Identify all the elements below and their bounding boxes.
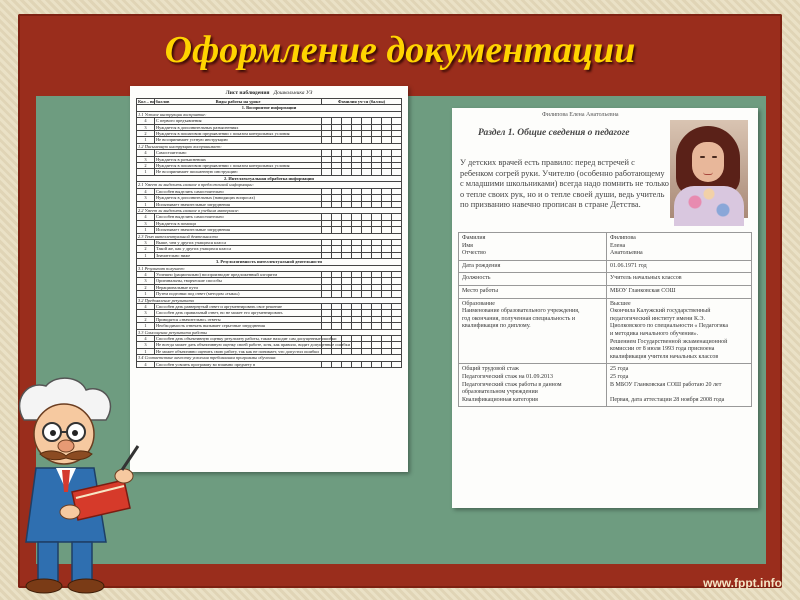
info-row xyxy=(459,233,752,261)
info-value-cell xyxy=(607,273,752,286)
info-label: Отчество xyxy=(462,250,486,257)
intro-paragraph: У детских врачей есть правило: перед встречей с ребенком согрей руки. Учителю (особенно работающему с младшими школьниками) всегда надо помнить не только о тепле своих рук, но и о тепле своей души, ведь учитель по призванию навечно прописан в стране Детства. xyxy=(460,158,669,210)
score-cell: 3 xyxy=(137,124,155,130)
slide-title: Оформление документации xyxy=(164,29,636,71)
criterion-cell: Способен усвоить программу во взаимно предмету в xyxy=(155,361,322,367)
score-cell: 3 xyxy=(137,310,155,316)
score-cell: 1 xyxy=(137,252,155,258)
score-cell: 1 xyxy=(137,169,155,175)
table-header: Кол – во баллов xyxy=(138,99,170,104)
observation-sheet-subtitle: Дошкольника УЗ xyxy=(273,90,313,96)
info-label: Наименование образовательного учреждения, xyxy=(462,308,580,315)
info-label: Имя xyxy=(462,242,473,249)
criterion-cell: Нуждается в дополнительных (наводящих вопросах) xyxy=(155,195,322,201)
cartoon-professor-icon xyxy=(6,372,146,600)
table-header: Фамилия уч-ся (баллы) xyxy=(322,99,402,105)
info-label: Место работы xyxy=(462,287,499,294)
score-cell: 4 xyxy=(137,118,155,124)
observation-table-body xyxy=(137,105,402,368)
grade-cell xyxy=(322,361,332,367)
subsection-heading: 2.3 Темп интеллектуальной деятельности xyxy=(137,233,402,239)
info-label-cell xyxy=(459,260,607,273)
score-cell: 4 xyxy=(137,150,155,156)
score-cell: 4 xyxy=(137,188,155,194)
info-value-cell xyxy=(607,298,752,364)
criterion-cell: Испытывает значительные затруднения xyxy=(155,227,322,233)
score-cell: 4 xyxy=(137,304,155,310)
score-cell: 2 xyxy=(137,163,155,169)
info-value: Высшее xyxy=(610,300,631,307)
score-cell: 1 xyxy=(137,201,155,207)
info-row xyxy=(459,273,752,286)
info-value-cell xyxy=(607,260,752,273)
criterion-cell: Нуждается в разъяснениях xyxy=(155,156,322,162)
score-cell: 2 xyxy=(137,284,155,290)
score-cell: 1 xyxy=(137,291,155,297)
criterion-cell: Нуждается в помощи xyxy=(155,220,322,226)
score-cell: 1 xyxy=(137,348,155,354)
info-row xyxy=(459,364,752,407)
criterion-cell: Не воспринимает устную инструкцию xyxy=(155,137,322,143)
info-value: комиссии от 8 июля 1993 года присвоена xyxy=(610,346,715,353)
info-value: Филипова xyxy=(610,235,636,241)
criterion-cell: Не воспринимает письменную инструкцию xyxy=(155,169,322,175)
criterion-cell: Не всегда может дать объективную оценку своей работе, хотя, как правило, видит допущенные ошибки xyxy=(156,342,350,348)
info-value-cell xyxy=(607,233,752,261)
subsection-heading: 1.2 Письменную инструкцию воспринимает: xyxy=(137,143,402,149)
teacher-info-document xyxy=(452,108,758,508)
info-value: 01.06.1971 год xyxy=(610,262,647,269)
section-heading: 2. Интеллектуальная обработка информации xyxy=(137,175,402,181)
section-heading: 1. Восприятие информации xyxy=(137,105,402,111)
info-value: Первая, дата аттестации 28 ноября 2008 года xyxy=(610,396,725,403)
info-label: образовательном учреждении xyxy=(462,389,538,396)
info-value: МБОУ Гланковская СОШ xyxy=(610,287,676,294)
info-label: Педагогический стаж на 01.09.2013 xyxy=(462,373,553,380)
criterion-cell: Способен выделить самостоятельно xyxy=(155,214,322,220)
info-value: Окончила Калужский государственный xyxy=(610,308,711,315)
score-cell: 1 xyxy=(137,137,155,143)
subsection-heading: 2.1 Умеет ли выделить главное в предложенной информации: xyxy=(137,182,402,188)
table-header: Виды работы на уроке xyxy=(155,99,322,105)
score-cell: 1 xyxy=(137,227,155,233)
section-title: Раздел 1. Общие сведения о педагоге xyxy=(478,128,630,138)
info-value: 25 года xyxy=(610,366,629,373)
info-value: квалификация учителя начальных классов xyxy=(610,353,719,360)
info-value: педагогический институт имени К.Э. xyxy=(610,315,705,322)
observation-table xyxy=(136,98,402,368)
info-value: Анатольевна xyxy=(610,250,643,257)
info-value: Циолковского по специальности « Педагогика xyxy=(610,323,729,330)
info-label: год окончания, полученная специальность и xyxy=(462,315,576,322)
score-cell: 2 xyxy=(137,246,155,252)
score-cell: 2 xyxy=(137,131,155,137)
criterion-cell: Выше, чем у других учащихся класса xyxy=(155,239,322,245)
info-label: Педагогический стаж работы в данном xyxy=(462,381,562,388)
subsection-heading: 2.2 Умеет ли выделить главное в учебном материале: xyxy=(137,207,402,213)
grade-cell xyxy=(332,361,342,367)
subsection-heading: 3.4 Соответствие качеству усвоения требованиям программы обучения: xyxy=(137,355,402,361)
subsection-heading: 3.2 Предъявление результата xyxy=(137,297,402,303)
criterion-cell: Нуждается в пошаговом предъявлении с показом контрольных условия xyxy=(155,163,322,169)
grade-cell xyxy=(382,361,392,367)
info-value: Учитель начальных классов xyxy=(610,275,682,282)
score-cell: 4 xyxy=(137,214,155,220)
criterion-cell: Способен дать правильный ответ, но не может его аргументировать xyxy=(155,310,322,316)
grade-cell xyxy=(362,361,372,367)
teacher-info-table xyxy=(458,232,752,407)
subsection-heading: 3.3 Самооценка результата работы xyxy=(137,329,402,335)
info-row xyxy=(459,285,752,298)
info-value: Решением Государственной экзаменационной xyxy=(610,338,728,345)
criterion-cell: Такой же, как у других учащихся класса xyxy=(155,246,322,252)
score-cell: 3 xyxy=(137,220,155,226)
criterion-cell: Оригинальны, творческие способы xyxy=(155,278,322,284)
info-label-cell xyxy=(459,233,607,261)
criterion-cell: Способен выделить самостоятельно xyxy=(155,188,322,194)
info-label-cell xyxy=(459,298,607,364)
score-cell: 3 xyxy=(137,239,155,245)
teacher-photo xyxy=(670,120,748,218)
table-row xyxy=(137,361,402,367)
criterion-cell: Нуждается в дополнительных разъяснениях xyxy=(155,124,322,130)
info-label: Должность xyxy=(462,275,491,282)
grade-cell xyxy=(352,361,362,367)
info-value: и методика начального обучения». xyxy=(610,330,699,337)
criterion-cell: Не может объективно оценить свою работу, так как не понимает, что допустил ошибки xyxy=(155,348,322,354)
info-label: Фамилия xyxy=(462,235,486,241)
grade-cell xyxy=(342,361,352,367)
grade-cell xyxy=(372,361,382,367)
info-row xyxy=(459,298,752,364)
score-cell: 3 xyxy=(137,195,155,201)
info-label: Дата рождения xyxy=(462,262,501,269)
info-row xyxy=(459,260,752,273)
info-label-cell xyxy=(459,364,607,407)
grade-cell xyxy=(392,361,402,367)
info-label-cell xyxy=(459,273,607,286)
subsection-heading: 3.1 Результат получает: xyxy=(137,265,402,271)
criterion-cell: Приводятся «значительно» ответы xyxy=(155,316,322,322)
info-value-cell xyxy=(607,364,752,407)
info-label: Образование xyxy=(462,300,495,307)
info-label: квалификация по диплому. xyxy=(462,323,531,330)
score-cell: 4 xyxy=(137,336,155,342)
score-cell: 1 xyxy=(137,323,155,329)
criterion-cell: Нерациональные пути xyxy=(155,284,322,290)
score-cell: 3 xyxy=(137,342,155,348)
info-label-cell xyxy=(459,285,607,298)
score-cell: 3 xyxy=(137,156,155,162)
score-cell: 4 xyxy=(137,361,155,367)
criterion-cell: Испытывает значительные затруднения xyxy=(155,201,322,207)
criterion-cell: Способен дать развернутый ответ и аргументировать свое решение xyxy=(155,304,322,310)
info-value: 25 года xyxy=(610,373,629,380)
criterion-cell: Необходимость отвечать вызывает серьезные затруднения xyxy=(155,323,322,329)
info-value: В МБОУ Гланковская СОШ работаю 20 лет xyxy=(610,381,722,388)
score-cell: 3 xyxy=(137,278,155,284)
subsection-heading: 1.1 Устное инструкции восприятие: xyxy=(137,111,402,117)
info-value: Елена xyxy=(610,242,626,249)
criterion-cell: Путем подгонки под ответ (методом «тыка») xyxy=(155,291,322,297)
criterion-cell: Самостоятельно xyxy=(155,150,322,156)
observation-sheet xyxy=(130,86,408,472)
criterion-cell: Способен дать объективную оценку результату работы, также находит сам допущенные ошибки xyxy=(156,336,337,342)
info-label: Квалификационная категория xyxy=(462,396,538,403)
observation-sheet-title: Лист наблюдения Дошкольника УЗ xyxy=(225,90,313,96)
criterion-cell: Успешно (рационально) воспроизводит предложенный алгоритм xyxy=(155,271,322,277)
section-heading: 3. Результативность интеллектуальной деятельности xyxy=(137,259,402,265)
score-cell: 4 xyxy=(137,271,155,277)
score-cell: 2 xyxy=(137,316,155,322)
footer-url: www.fppt.info xyxy=(703,576,782,590)
criterion-cell: Значительно ниже xyxy=(155,252,322,258)
info-label: Общий трудовой стаж xyxy=(462,366,519,373)
criterion-cell: С первого предъявления xyxy=(155,118,322,124)
info-value-cell xyxy=(607,285,752,298)
document-header-name: Филипова Елена Анатольевна xyxy=(542,112,619,118)
criterion-cell: Нуждается в пошаговом предъявлении с показом контрольных условия xyxy=(155,131,322,137)
info-value xyxy=(610,389,748,397)
